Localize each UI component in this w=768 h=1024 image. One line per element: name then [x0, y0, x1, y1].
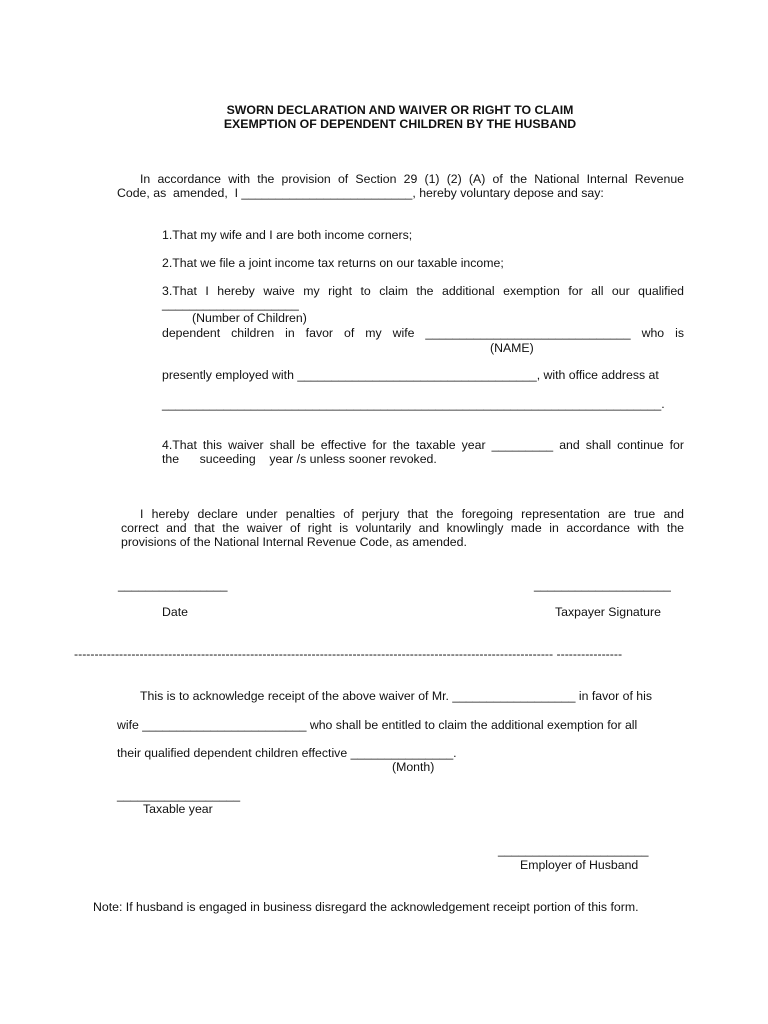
intro-line-2: Code, as amended, I _________________________, hereby voluntary depose and say:	[117, 186, 604, 200]
item-3-address-line: _________________________________________________________________________.	[162, 397, 665, 411]
item-3-employed: presently employed with ___________________________________, with office address at	[162, 368, 659, 382]
taxable-year-line: __________________	[117, 788, 241, 802]
taxable-year-label: Taxable year	[143, 802, 213, 816]
date-signature-line: ________________	[118, 578, 228, 592]
title-line-1: SWORN DECLARATION AND WAIVER OR RIGHT TO CLAIM	[226, 103, 574, 117]
date-label: Date	[162, 605, 188, 619]
ack-line-1: This is to acknowledge receipt of the above waiver of Mr. __________________ in favor of his	[140, 689, 653, 703]
declaration-line-2: correct and that the waiver of right is voluntarily and knowlingly made in accordance with the	[121, 521, 684, 535]
cut-divider: --------------------------------------------------------------------------------------------------------------------- ----------------	[74, 647, 623, 661]
employer-label: Employer of Husband	[520, 858, 639, 872]
item-4-line-2: the suceeding year /s unless sooner revoked.	[162, 452, 437, 466]
declaration-line-3: provisions of the National Internal Revenue Code, as amended.	[121, 535, 467, 549]
ack-line-3: their qualified dependent children effective _______________.	[117, 746, 457, 760]
employer-signature-line: ______________________	[498, 843, 649, 857]
item-3-line-1: 3.That I hereby waive my right to claim the additional exemption for all our qualified	[162, 284, 684, 298]
declaration-line-1: I hereby declare under penalties of perjury that the foregoing representation are true and	[140, 507, 684, 521]
taxpayer-signature-line: ____________________	[534, 578, 671, 592]
note: Note: If husband is engaged in business disregard the acknowledgement receipt portion of this form.	[93, 900, 639, 914]
ack-line-2: wife ________________________ who shall be entitled to claim the additional exemption for all	[117, 718, 638, 732]
intro-line-1: In accordance with the provision of Section 29 (1) (2) (A) of the National Internal Revenue	[140, 172, 684, 186]
item-3-name-label: (NAME)	[490, 341, 534, 355]
item-1: 1.That my wife and I are both income corners;	[162, 228, 413, 242]
item-4-line-1: 4.That this waiver shall be effective for the taxable year _________ and shall continue for	[162, 438, 684, 452]
item-3-line-2: dependent children in favor of my wife ______________________________ who is	[162, 326, 684, 340]
item-3-number-of-children-label: (Number of Children)	[192, 311, 307, 325]
month-label: (Month)	[392, 760, 435, 774]
title-line-2: EXEMPTION OF DEPENDENT CHILDREN BY THE HUSBAND	[223, 117, 577, 131]
item-2: 2.That we file a joint income tax returns on our taxable income;	[162, 256, 504, 270]
taxpayer-signature-label: Taxpayer Signature	[555, 605, 661, 619]
item-3-children-blank: ____________________	[162, 297, 299, 311]
